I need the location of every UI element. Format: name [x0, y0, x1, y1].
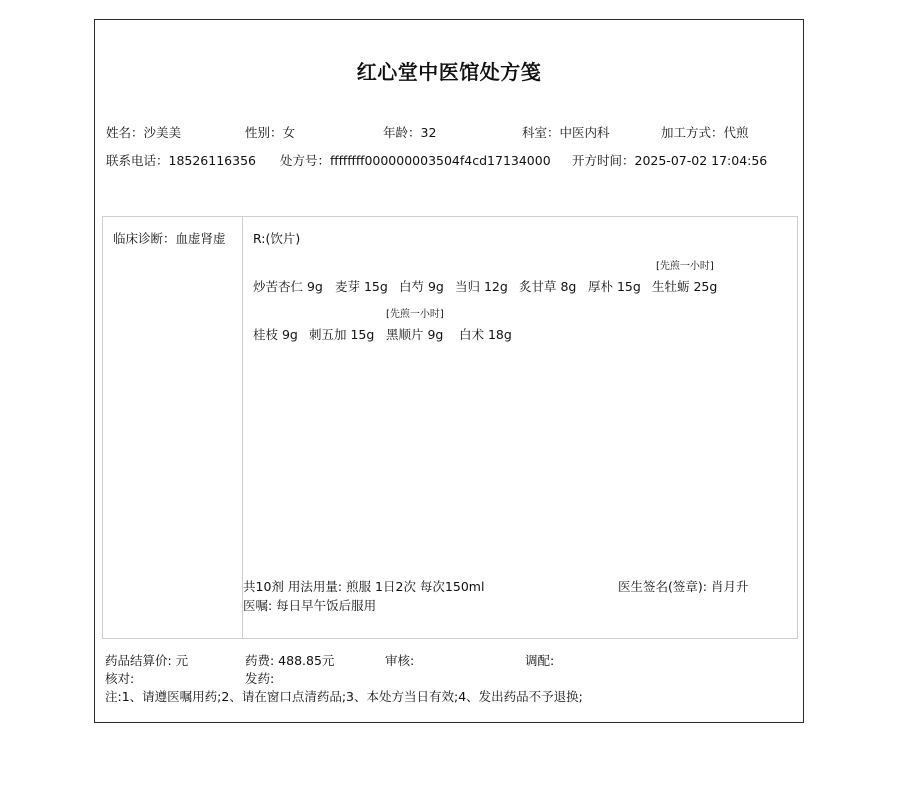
- rx-label: R:(饮片): [253, 231, 301, 246]
- usage-instructions: 共10剂 用法用量: 煎服 1日2次 每次150ml: [243, 579, 485, 594]
- drug-fee: 药费: 488.85元: [245, 653, 335, 668]
- prescription-number: 处方号：ffffffff000000003504f4cd17134000: [280, 153, 551, 168]
- issue-label: 发药:: [245, 671, 275, 686]
- medical-advice: 医嘱: 每日早午饭后服用: [243, 598, 377, 613]
- herb-item: 厚朴 15g: [588, 279, 641, 294]
- herb-item: 黑顺片 9g: [386, 327, 444, 342]
- clinical-diagnosis: 临床诊断：血虚肾虚: [113, 231, 226, 246]
- footer-notes: 注:1、请遵医嘱用药;2、请在窗口点清药品;3、本处方当日有效;4、发出药品不予退换;: [105, 689, 583, 704]
- patient-gender: 性别：女: [245, 125, 296, 140]
- herb-item: 桂枝 9g: [253, 327, 298, 342]
- herb-note: [先煎一小时]: [656, 261, 714, 272]
- patient-age: 年龄：32: [383, 125, 437, 140]
- doctor-signature: 医生签名(签章): 肖月升: [618, 579, 749, 594]
- dispense-label: 调配:: [525, 653, 555, 668]
- herb-item: 白术 18g: [459, 327, 512, 342]
- department: 科室：中医内科: [522, 125, 610, 140]
- herb-item: 炒苦杏仁 9g: [253, 279, 323, 294]
- prescription-time: 开方时间：2025-07-02 17:04:56: [572, 153, 768, 168]
- herb-item: 刺五加 15g: [309, 327, 375, 342]
- settlement-price: 药品结算价: 元: [105, 653, 189, 668]
- herb-item: 炙甘草 8g: [519, 279, 577, 294]
- herb-note: [先煎一小时]: [386, 309, 444, 320]
- herb-item: 当归 12g: [455, 279, 508, 294]
- check-label: 核对:: [105, 671, 135, 686]
- herb-item: 麦芽 15g: [335, 279, 388, 294]
- herb-item: 白芍 9g: [399, 279, 444, 294]
- review-label: 审核:: [385, 653, 415, 668]
- processing-method: 加工方式：代煎: [661, 125, 749, 140]
- page-title: 红心堂中医馆处方笺: [356, 60, 542, 84]
- phone-number: 联系电话：18526116356: [106, 153, 256, 168]
- herb-item: 生牡蛎 25g: [652, 279, 718, 294]
- prescription-sheet: [94, 19, 804, 723]
- patient-name: 姓名：沙美美: [106, 125, 182, 140]
- divider: [242, 217, 243, 638]
- diagnosis-box: [102, 216, 798, 639]
